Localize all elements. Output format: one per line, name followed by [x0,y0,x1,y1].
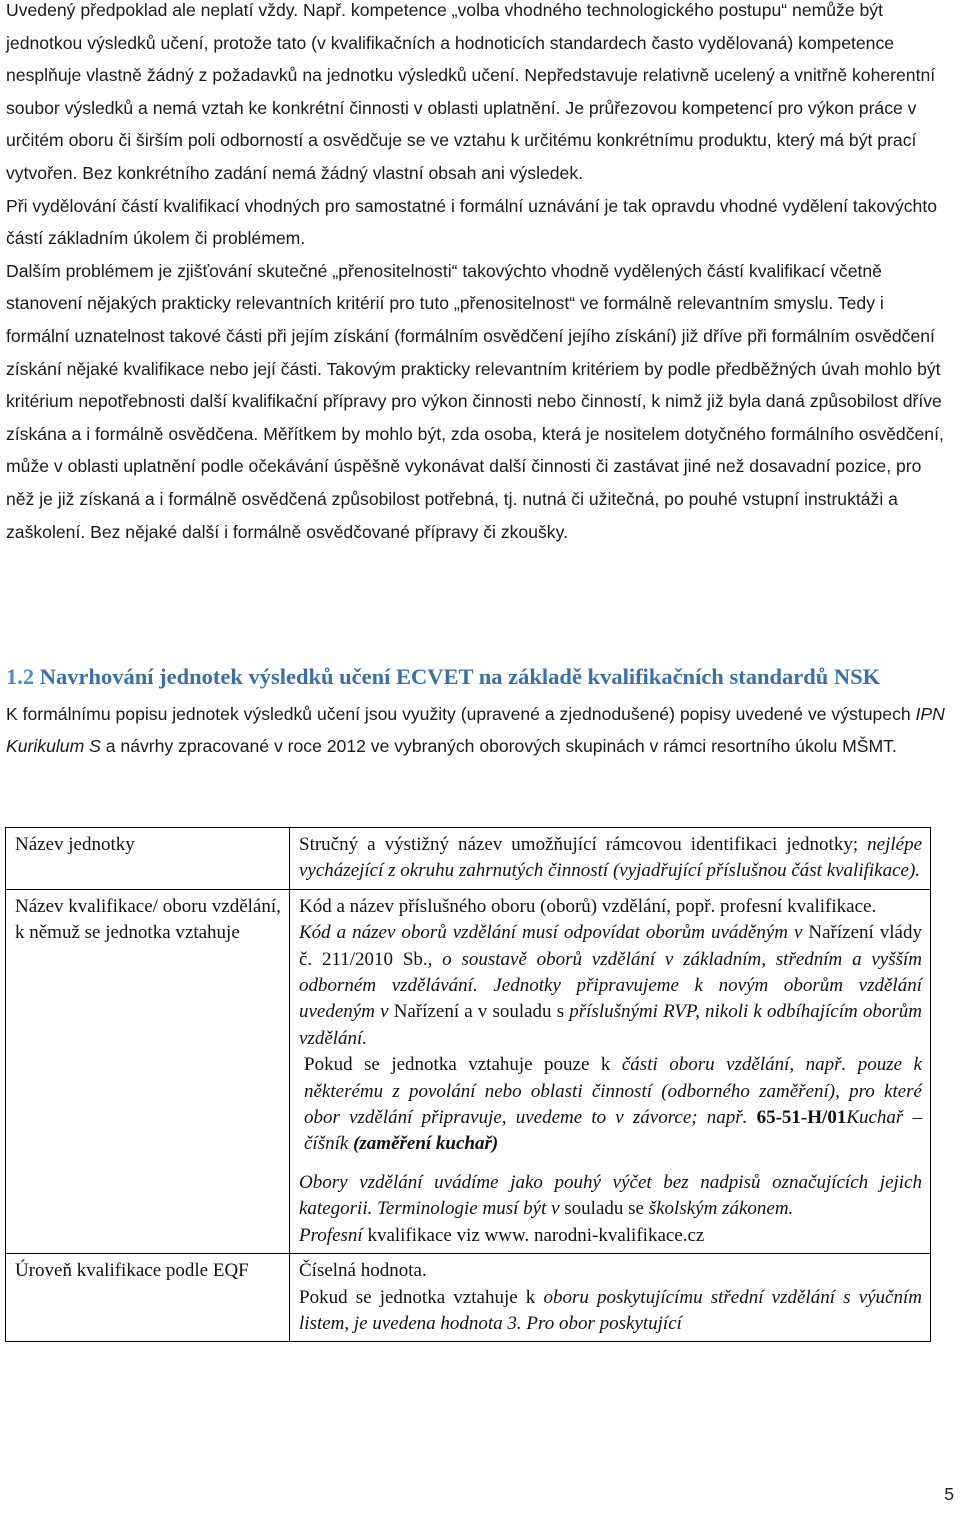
intro-italic: IPN Kurikulum S [6,704,945,756]
row-label: Název jednotky [6,828,290,890]
intro-text-end: a návrhy zpracované v roce 2012 ve vybraných oborových skupinách v rámci resortního úkolu MŠMT. [100,736,897,756]
desc-italic: příslušnými RVP, nikoli k odbíhajícím oborům vzdělání. [299,1001,923,1049]
paragraph: Při vydělování částí kvalifikací vhodných pro samostatné i formální uznávání je tak opravdu vhodné vydělení takovýchto částí základním úkolem či problémem. [6,195,938,249]
desc-italic: Obory vzdělání uvádíme jako pouhý výčet bez nadpisů označujících jejich kategorii. Terminologie musí být v [299,1171,922,1220]
intro-text: K formálnímu popisu jednotek výsledků učení jsou využity (upravené a zjednodušené) popisy uvedené ve výstupech [6,704,916,724]
desc-text: kvalifikace viz www. narodni-kvalifikace.cz [367,1224,705,1246]
row-description [290,1254,931,1342]
row-description [290,889,931,1253]
desc-paragraph [299,1223,922,1249]
desc-italic: Profesní [299,1224,368,1246]
desc-paragraph [299,920,922,1052]
desc-italic: oboru poskytujícímu střední vzdělání s výučním listem, je uvedena hodnota 3. Pro obor poskytující [299,1286,922,1334]
paragraph: Uvedený předpoklad ale neplatí vždy. Např. kompetence „volba vhodného technologického postupu“ nemůže být jednotkou výsledků učení, protože tato (v kvalifikačních a hodnoticích standardech často vydělovaná) kompetence nesplňuje vlastně žádný z požadavků na jednotku výsledků učení. Nepředstavuje relativně ucelený a vnitřně koherentní soubor výsledků a nemá vztah ke konkrétní činnosti v oblasti uplatnění. Je průřezovou kompetencí pro výkon práce v určitém oboru či širším poli odborností a osvědčuje se ve vztahu k určitému konkrétnímu produktu, který má být prací vytvořen. Bez konkrétního zadání nemá žádný vlastní obsah ani výsledek. [6,0,936,183]
spacer [299,1158,922,1170]
section-heading [6,664,956,690]
body-text [6,0,946,548]
intro-paragraph [6,698,946,762]
desc-italic: části oboru vzdělání, např. pouze k některému z povolání nebo oblasti činností (odborného zaměření), pro které obor vzdělání připravuje, uvedeme to v závorce; např. [304,1054,922,1129]
table-row [6,1254,931,1342]
unit-description-table [5,827,931,1342]
table-row [6,889,931,1253]
desc-italic: nejlépe vycházející z okruhu zahrnutých činností (vyjadřující příslušnou část kvalifikace). [299,834,922,882]
table-row [6,828,931,890]
desc-bold: 65-51-H/01 [756,1107,847,1129]
desc-text: Pokud se jednotka vztahuje pouze k [304,1054,622,1076]
desc-italic: školským zákonem. [648,1198,794,1220]
row-label: Úroveň kvalifikace podle EQF [6,1254,290,1342]
desc-text: souladu se [564,1198,649,1220]
desc-italic: Kód a název oborů vzdělání musí odpovídat oborům uváděným v [299,922,809,944]
page-number: 5 [944,1484,954,1504]
desc-text: Nařízení a v souladu s [393,1001,570,1023]
desc-text: Stručný a výstižný název umožňující rámcovou identifikaci jednotky; [299,834,868,855]
desc-paragraph [299,1052,922,1158]
desc-text: Číselná hodnota. [299,1260,427,1282]
desc-paragraph [299,1285,922,1338]
desc-italic: Kuchař – číšník [304,1107,923,1155]
desc-bold-italic: (zaměření kuchař) [353,1133,499,1155]
section-title: Navrhování jednotek výsledků učení ECVET na základě kvalifikačních standardů NSK [39,664,881,689]
desc-paragraph [299,1170,922,1223]
section-number: 1.2 [6,664,35,689]
row-label: Název kvalifikace/ oboru vzdělání, k němuž se jednotka vztahuje [6,889,290,1253]
desc-text: Nařízení vlády č. 211/2010 Sb. [299,922,922,970]
desc-text: Kód a název příslušného oboru (oborů) vzdělání, popř. profesní kvalifikace. [299,895,877,917]
row-description [290,828,931,890]
desc-text: Pokud se jednotka vztahuje k [299,1286,544,1308]
paragraph: Dalším problémem je zjišťování skutečné „přenositelnosti“ takovýchto vhodně vydělených částí kvalifikací včetně stanovení nějakých prakticky relevantních kritérií pro tuto „přenositelnost“ ve formálně relevantním smyslu. Tedy i formální uznatelnost takové části při jejím získání (formálním osvědčení jejího získání) již dříve při formálním osvědčení získání nějaké kvalifikace nebo její části. Takovým prakticky relevantním kritériem by podle předběžných úvah mohlo být kritérium nepotřebnosti další kvalifikační přípravy pro výkon činnosti nebo činností, k nimž již byla daná způsobilost dříve získána a i formálně osvědčena. Měřítkem by mohlo být, zda osoba, která je nositelem dotyčného formálního osvědčení, může v oblasti uplatnění podle očekávání úspěšně vykonávat další činnosti či zastávat jiné než dosavadní pozice, pro něž je již získaná a i formálně osvědčená způsobilost potřebná, tj. nutná či užitečná, po pouhé vstupní instruktáži a zaškolení. Bez nějaké další i formálně osvědčované přípravy či zkoušky. [6,260,944,542]
desc-italic: , o soustavě oborů vzdělání v základním, středním a vyšším odborném vzdělávání. Jednotky připravujeme k novým oborům vzdělání uvedeným v [299,948,922,1023]
